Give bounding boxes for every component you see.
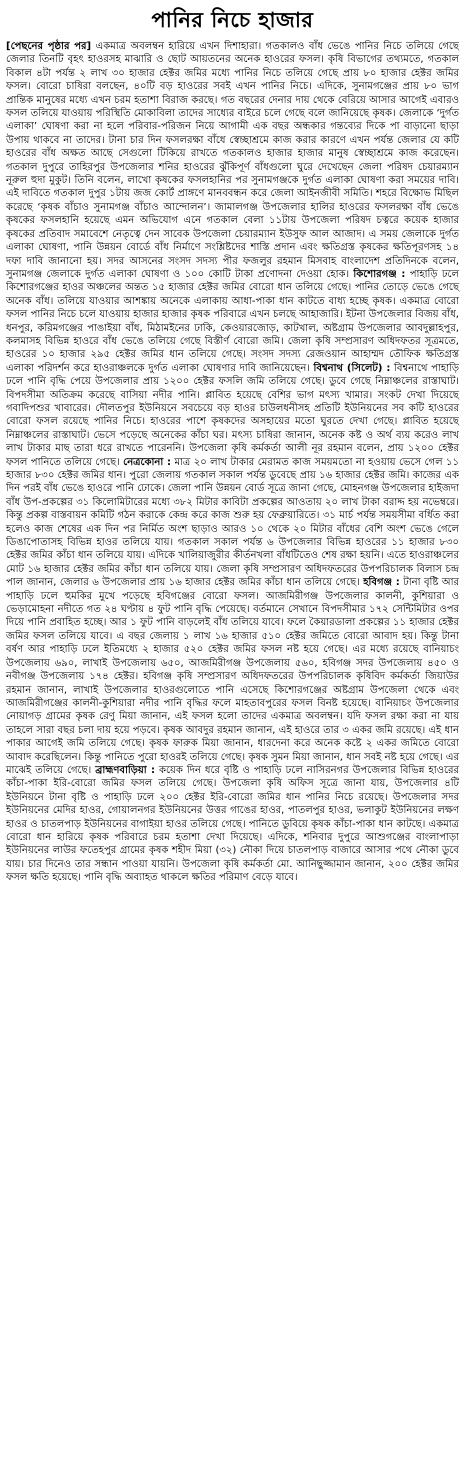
article-text: মাত্র ২০ লাখ টাকার মেরামত কাজ সময়মতো না হওয়ায় ভেসে গেল ১১ হাজার ৮৩০ হেক্টর জমির ধান। পুরো জেলায় গতকাল সকাল পর্যন্ত ডুবেছে প্রায় ১৬ হাজার হেক্টর জমি। কাজের এক দিন পরই বাঁধ ভেঙে হাওরে পানি ঢোকে। জেলা পানি উন্নয়ন বোর্ড সূত্রে জানা গেছে, মোহনগঞ্জ উপজেলার হাইজদা বাঁধ উপ-প্রকল্পের ৩১ কিলোমিটারের মধ্যে ৩৮২ মিটার কাবিটা প্রকল্পের আওতায় ২০ লাখ টাকা বরাদ্দ হয় নভেম্বরে। কিন্তু প্রকল্প বাস্তবায়ন কমিটি গঠন করাকে কেন্দ্র করে কাজ শুরু হয় ফেব্রুয়ারিতে। ৩১ মার্চ পর্যন্ত সময়সীমা বর্ধিত করা হলেও কাজ শেষের এক দিন পর নির্মিত অংশ ছাড়াও আরও ১০ থেকে ২০ মিটার বাঁধের বেশি অংশ ভেঙে গেলে ডিঙাপোতাসহ বিভিন্ন হাওর তলিয়ে যায়। গতকাল সকাল পর্যন্ত ৬ উপজেলার বিভিন্ন হাওরের ১১ হাজার ৮৩০ হেক্টর জমির কাঁচা ধান তলিয়ে যায়। এদিকে খালিয়াজুরীর কীর্তনখলা বাঁধটিতেও শেষ রক্ষা হয়নি। এতে হাওরাঞ্চলের মোট ১৬ হাজার হেক্টর জমির কাঁচা ধান তলিয়ে যায়। জেলা কৃষি সম্প্রসারণ অধিদফতরের উপপরিচালক বিলাস চন্দ্র পাল জানান, জেলার ৬ উপজেলার প্রায় ১৬ হাজার হেক্টর জমির কাঁচা ধান তলিয়ে গেছে। <box>6 456 460 589</box>
dateline-location: হবিগঞ্জ : <box>363 577 400 589</box>
article-text: একমাত্র অবলম্বন হারিয়ে এখন দিশাহারা। গতকালও বাঁধ ভেঙে পানির নিচে তলিয়ে গেছে জেলার তিনটি বৃহৎ হাওরসহ মাঝারি ও ছোট আয়তনের অনেক হাওরের ফসল। কৃষি বিভাগের তথ্যমতে, গতকাল বিকাল ৪টা পর্যন্ত ২ লাখ ৩০ হাজার হেক্টর জমির মধ্যে পানির নিচে তলিয়ে গেছে প্রায় ৮০ হাজার হেক্টর জমির ফসল। বোরো চাষিরা বলছেন, ৪০টি বড় হাওরের সবই এখন পানির নিচে। এদিকে, সুনামগঞ্জের প্রায় ৮০ ভাগ প্রান্তিক মানুষের মধ্যে এখন চরম হতাশা বিরাজ করছে। গত বছরের দেনার দায় থেকে বেরিয়ে আসার আগেই এবারও ফসল তলিয়ে যাওয়ায় পরিস্থিতি মোকাবিলা তাদের সাধ্যের বাইরে চলে গেছে বলে জানিয়েছে কৃষক। জেলাকে ‘দুর্গত এলাকা’ ঘোষণা করা না হলে পরিবার-পরিজন নিয়ে আগামী এক বছর অন্ধকার গন্তব্যের দিকে পা বাড়ানো ছাড়া উপায় থাকবে না তাদের। টানা চার দিন ফসলরক্ষা বাঁধে স্বেচ্ছাশ্রমে কাজ করার কারণে এখন পর্যন্ত জেলার যে কটি হাওরের বাঁধ অক্ষত আছে সেগুলো টিকিয়ে রাখতে গতকালও হাজার হাজার মানুষ স্বেচ্ছাশ্রমে কাজ করেছেন। গতকাল দুপুরে তাহিরপুর উপজেলার শনির হাওরের ঝুঁকিপূর্ণ বাঁধগুলো ঘুরে দেখেছেন জেলা পরিষদ চেয়ারম্যান নূরুল হুদা মুকুট। তিনি বলেন, লাখো কৃষকের ফসলহানির পর সুনামগঞ্জকে দুর্গত এলাকা ঘোষণা করা সময়ের দাবি। এই দাবিতে গতকাল দুপুর ১টায় জজ কোর্ট প্রাঙ্গণে মানববন্ধন করে জেলা আইনজীবী সমিতি। শহরে বিক্ষোভ মিছিল করেছে ‘কৃষক বাঁচাও সুনামগঞ্জ বাঁচাও আন্দোলন’। জামালগঞ্জ উপজেলার হালির হাওরের ফসলরক্ষা বাঁধ ভেঙে কৃষকের ফসলহানি হয়েছে এমন অভিযোগ এনে গতকাল বেলা ১১টায় উপজেলা পরিষদ চত্বরে কয়েক হাজার কৃষকের প্রতিবাদ সমাবেশে নেতৃত্বে দেন সাবেক উপজেলা চেয়ারম্যান ইউসুফ আল আজাদ। এ সময় জেলাকে দুর্গত এলাকা ঘোষণা, পানি উন্নয়ন বোর্ডে বাঁধ নির্মাণে সংশ্লিষ্টদের শাস্তি প্রদান এবং ক্ষতিগ্রস্ত কৃষকের ক্ষতিপূরণসহ ১৪ দফা দাবি জানানো হয়। সদর আসনের সংসদ সদস্য পীর ফজলুর রহমান মিসবাহ বাংলাদেশ প্রতিদিনকে বলেন, সুনামগঞ্জ জেলাকে দুর্গত এলাকা ঘোষণা ও ১০০ কোটি টাকা প্রণোদনা দেওয়া হোক। <box>6 41 459 280</box>
article-text: পাহাড়ি ঢলে কিশোরগঞ্জের হাওর অঞ্চলের অন্তত ১৫ হাজার হেক্টর জমির বোরো ধান তলিয়ে গেছে। পানির তোড়ে ভেঙে গেছে অনেক বাঁধ। তলিয়ে যাওয়ার আশঙ্কায় অনেকে এলাকায় আধা-পাকা ধান কাটতে বাধ্য হচ্ছে কৃষক। একমাত্র বোরো ফসল পানির নিচে চলে যাওয়ায় হাজার হাজার কৃষক পরিবারে এখন চলছে আহাজারি। ইটনা উপজেলার বিজয় বাঁধ, ধনপুর, করিমগঞ্জের পাঙাইয়া বাঁধ, মিঠামইনের ঢাকি, কেওয়ারজোড়, কাটখাল, অষ্টগ্রাম উপজেলার আবদুল্লাহপুর, কলমাসহ বিভিন্ন হাওরে বাঁধ ভেঙে তলিয়ে গেছে বিস্তীর্ণ বোরো জমি। জেলা কৃষি সম্প্রসারণ অধিদফতর সূত্রমতে, হাওরের ১০ হাজার ২৯৫ হেক্টর জমির ধান তলিয়ে গেছে। সংসদ সদস্য রেজওয়ান আহাম্মদ তৌফিক ক্ষতিগ্রস্ত এলাকা পরিদর্শন করে হাওরাঞ্চলকে দুর্গত এলাকা ঘোষণার দাবি জানিয়েছেন। <box>6 268 459 374</box>
article-body <box>6 40 459 885</box>
dateline-location: বিশ্বনাথ (সিলেট) : <box>313 362 391 374</box>
article-text: বিশ্বনাথে পাহাড়ি ঢলে পানি বৃদ্ধি পেয়ে উপজেলার প্রায় ১২০০ হেক্টর ফসলি জমি তলিয়ে গেছে। ডুবে গেছে নিম্নাঞ্চলের রাস্তাঘাট। বিপদসীমা অতিক্রম করেছে বাসিয়া নদীর পানি। প্লাবিত হয়েছে বেশির ভাগ মৎস্য খামার। সংকট দেখা দিয়েছে গবাদিপশুর খাবারের। দৌলতপুর ইউনিয়নে সবচেয়ে বড় হাওর চাউলধনীসহ প্রতিটি ইউনিয়নের সব কটি হাওরের বোরো ফসল রয়েছে পানির নিচে। হাওরের পাশে কৃষকদের অসহায়ের মতো ঘুরতে দেখা গেছে। প্লাবিত হয়েছে নিম্নাঞ্চলের রাস্তাঘাট। ভেসে পড়েছে অনেকের কাঁচা ঘর। মৎস্য চাষিরা জানান, অনেক কষ্ট ও অর্থ ব্যয় করেও লাখ লাখ টাকার মাছ তারা ধরে রাখতে পারেননি। উপজেলা কৃষি কর্মকর্তা আলী নূর রহমান বলেন, প্রায় ১২০০ হেক্টর ফসল পানিতে তলিয়ে গেছে। <box>6 362 459 468</box>
article-text: কয়েক দিন ধরে বৃষ্টি ও পাহাড়ি ঢলে নাসিরনগর উপজেলার বিভিন্ন হাওরের কাঁচা-পাকা ইরি-বোরো জমির ফসল তলিয়ে গেছে। উপজেলা কৃষি অফিস সূত্রে জানা যায়, উপজেলার ৪টি ইউনিয়নে টানা বৃষ্টি ও পাহাড়ি ঢলে ২০০ হেক্টর ইরি-বোরো জমির ধান পানির নিচে রয়েছে। উপজেলার সদর ইউনিয়নের মেদির হাওর, গোয়ালনগর ইউনিয়নের উত্তর গাঙের হাওর, পাতলপুর হাওর, ভলাকুট ইউনিয়নের লক্ষণ হাওর ও চাতলপাড় ইউনিয়নের বাগাইয়া হাওর তলিয়ে গেছে। পানিতে ডুবিয়ে কৃষক কাঁচা-পাকা ধান কাটছে। একমাত্র বোরো ধান হারিয়ে কৃষক পরিবারে চরম হতাশা দেখা দিয়েছে। এদিকে, শনিবার দুপুরে আশুগঞ্জের বাংলাপাড়া ইউনিয়নের লাউর ফতেহপুর গ্রামের কৃষক শহীদ মিয়া (৩২) নৌকা দিয়ে চাতলপাড় বাজারে আসার পথে নৌকা ডুবে যায়। চার দিনেও তার সন্ধান পাওয়া যায়নি। উপজেলা কৃষি কর্মকর্তা মো. আনিছুজ্জামান জানান, ২০০ হেক্টর জমির ফসল ক্ষতি হয়েছে। পানি বৃদ্ধি অব্যাহত থাকলে ক্ষতির পরিমাণ বেড়ে যাবে। <box>6 764 459 884</box>
dateline-location: কিশোরগঞ্জ : <box>353 268 406 280</box>
dateline-location: নেত্রকোনা : <box>123 456 172 468</box>
headline: পানির নিচে হাজার <box>151 8 314 32</box>
dateline-location: ব্রাহ্মণবাড়িয়া : <box>95 764 155 776</box>
article-text: টানা বৃষ্টি আর পাহাড়ি ঢলে হুমকির মুখে পড়েছে হবিগঞ্জের বোরো ফসল। আজমিরীগঞ্জ উপজেলার কালনী, কুশিয়ারা ও ভেড়ামোহনা নদীতে গত ২৪ ঘণ্টায় ৪ ফুট পানি বৃদ্ধি পেয়েছে। বর্তমানে সেখানে বিপদসীমার ১৭২ সেন্টিমিটার ওপর দিয়ে পানি প্রবাহিত হচ্ছে। আর ১ ফুট পানি বাড়লেই বাঁধ তলিয়ে যাবে। ফলে কৈয়ারডালা প্রকল্পের ১১ হাজার হেক্টর জমির ফসল তলিয়ে যাবে। এ বছর জেলায় ১ লাখ ১৬ হাজার ৫১০ হেক্টর জমিতে বোরো আবাদ হয়। কিন্তু টানা বর্ষণ আর পাহাড়ি ঢলে ইতিমধ্যে ২ হাজার ৫২০ হেক্টর জমির ফসল নষ্ট হয়ে গেছে। এর মধ্যে রয়েছে বানিয়াচং উপজেলায় ৬৯০, লাখাই উপজেলায় ৬৫০, আজমিরীগঞ্জ উপজেলায় ৫৬০, হবিগঞ্জ সদর উপজেলায় ৪৫০ ও নবীগঞ্জ উপজেলায় ১৭৪ হেক্টর। হবিগঞ্জ কৃষি সম্প্রসারণ অধিদফতরের উপপরিচালক কৃষিবিদ কর্মকর্তা জিয়াউর রহমান জানান, লাখাই উপজেলার হাওরগুলোতে পানি এসেছে কিশোরগঞ্জের অষ্টগ্রাম উপজেলা থেকে এবং আজমিরীগঞ্জের কালনী-কুশিয়ারা নদীর পানি বৃদ্ধির ফলে মাহতাবপুরের ফসল বিনষ্ট হয়েছে। বানিয়াচং উপজেলার নোয়াগড় গ্রামের কৃষক রেণু মিয়া জানান, এই ফসল হলো তাদের একমাত্র অবলম্বন। যদি ফসল রক্ষা করা না যায় তাহলে সারা বছর চলা দায় হয়ে পড়বে। কৃষক আবদুর রহমান জানান, এই হাওরে তার ৩ একর জমি রয়েছে। এই ধান পাকার আগেই জমি তলিয়ে গেছে। কৃষক ফারুক মিয়া জানান, ধারদেনা করে অনেক কষ্টে ২ একর জমিতে বোরো আবাদ করেছিলেন। কিন্তু পানিতে পুরো হাওরই তলিয়ে গেছে। কৃষক সুমন মিয়া জানান, ধান সবই নষ্ট হয়ে গেছে। এর মাঝেই তলিয়ে গেছে। <box>6 577 459 776</box>
continued-from-back-page-kicker: [পেছনের পৃষ্ঠার পর] <box>6 41 92 52</box>
